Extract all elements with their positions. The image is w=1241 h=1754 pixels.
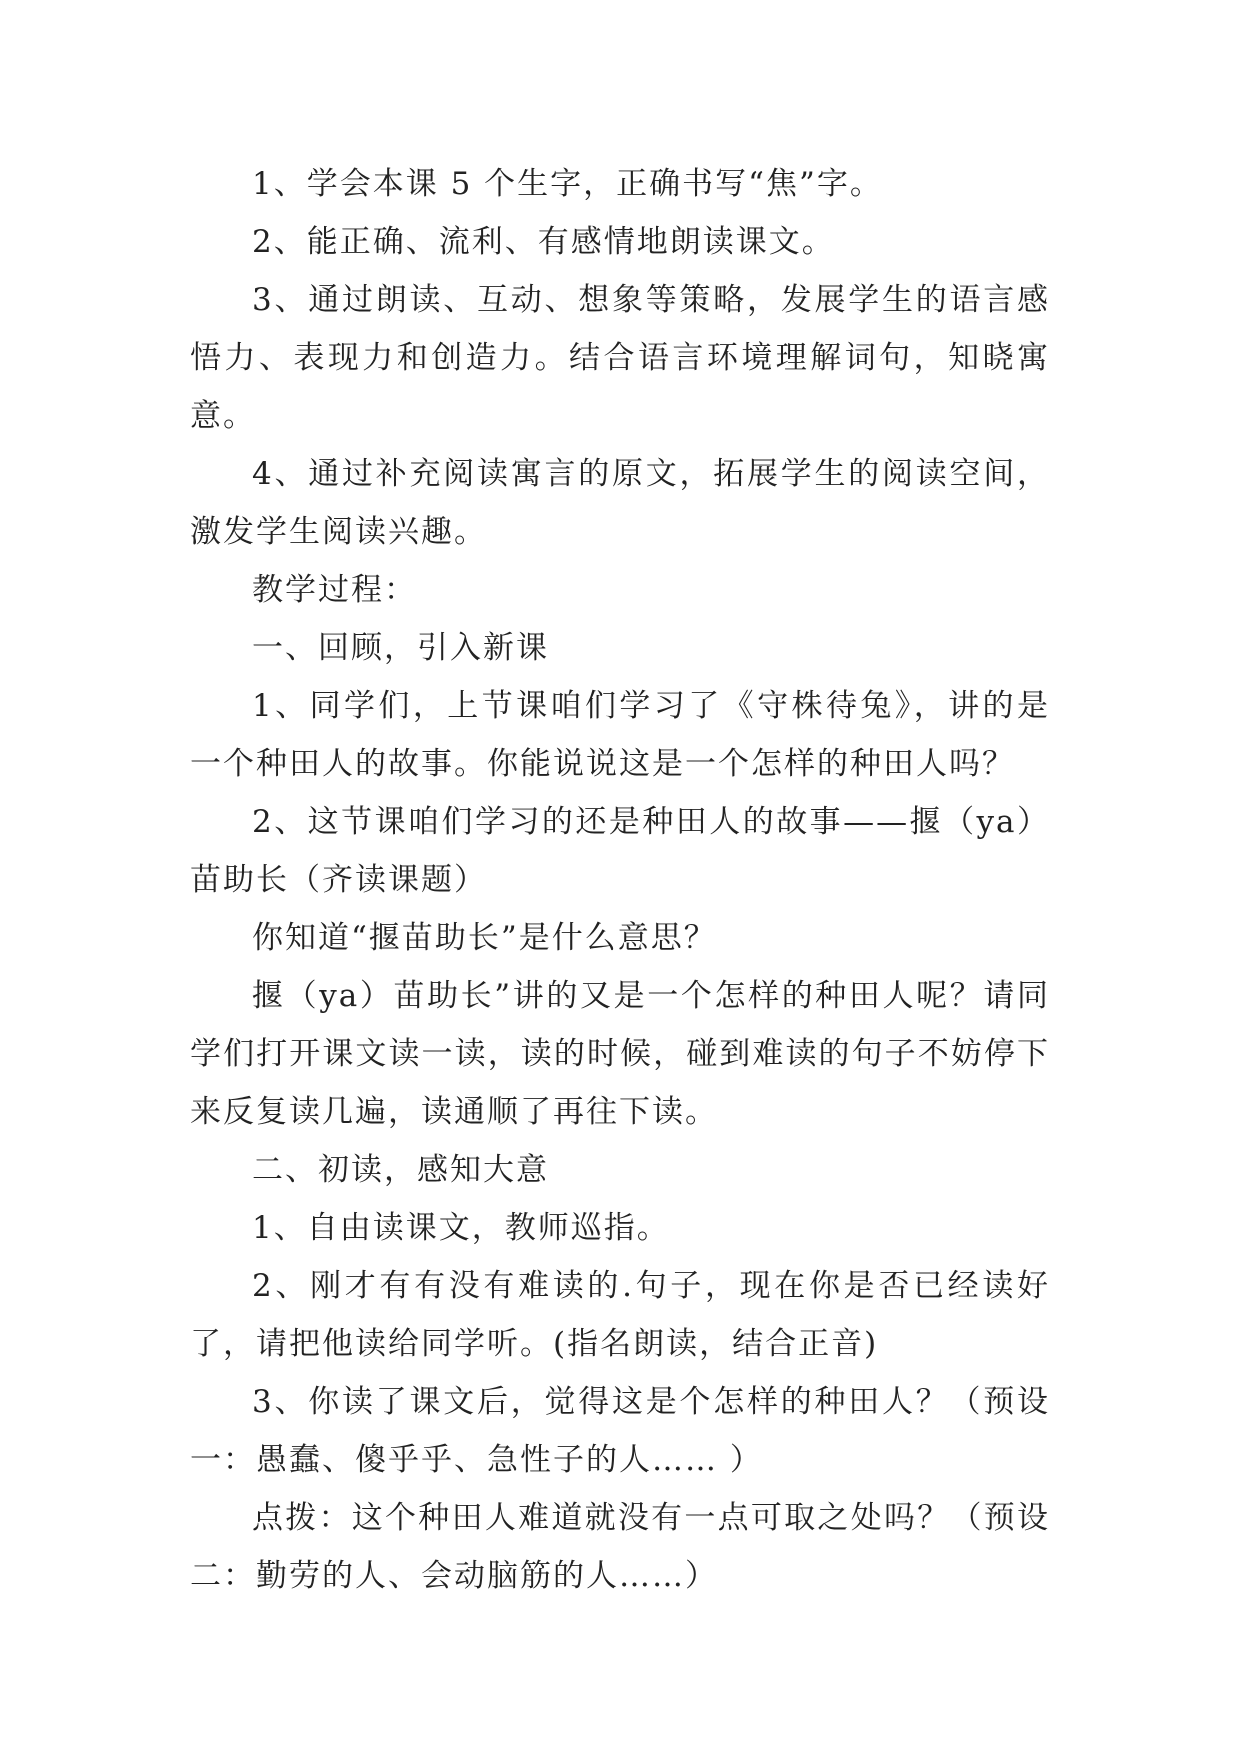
objective-1: 1、学会本课 5 个生字，正确书写“焦”字。: [252, 166, 883, 202]
review-step-1: 1、同学们，上节课咱们学习了《守株待兔》，讲的是一个种田人的故事。你能说说这是一个怎样的种田人吗？: [190, 688, 1050, 782]
section-heading-first-reading: 二、初读，感知大意: [252, 1152, 549, 1188]
review-step-2: 2、这节课咱们学习的还是种田人的故事——揠（ya）苗助长（齐读课题）: [190, 804, 1050, 898]
reading-step-2: 2、刚才有有没有难读的.句子，现在你是否已经读好了，请把他读给同学听。(指名朗读，结合正音): [190, 1268, 1050, 1362]
objective-4: 4、通过补充阅读寓言的原文，拓展学生的阅读空间，激发学生阅读兴趣。: [190, 456, 1050, 550]
question-meaning: 你知道“揠苗助长”是什么意思？: [252, 920, 717, 956]
reading-instruction: 揠（ya）苗助长”讲的又是一个怎样的种田人呢？请同学们打开课文读一读，读的时候，碰到难读的句子不妨停下来反复读几遍，读通顺了再往下读。: [190, 978, 1050, 1130]
section-heading-teaching-process: 教学过程：: [252, 572, 417, 608]
guidance-note: 点拨：这个种田人难道就没有一点可取之处吗？（预设二：勤劳的人、会动脑筋的人……）: [190, 1500, 1050, 1594]
section-heading-review: 一、回顾，引入新课: [252, 630, 549, 666]
reading-step-3: 3、你读了课文后，觉得这是个怎样的种田人？（预设一：愚蠢、傻乎乎、急性子的人…… ）: [190, 1384, 1050, 1478]
objective-2: 2、能正确、流利、有感情地朗读课文。: [252, 224, 835, 260]
document-body: [190, 155, 1050, 1605]
objective-3: 3、通过朗读、互动、想象等策略，发展学生的语言感悟力、表现力和创造力。结合语言环境理解词句，知晓寓意。: [190, 282, 1050, 434]
reading-step-1: 1、自由读课文，教师巡指。: [252, 1210, 670, 1246]
